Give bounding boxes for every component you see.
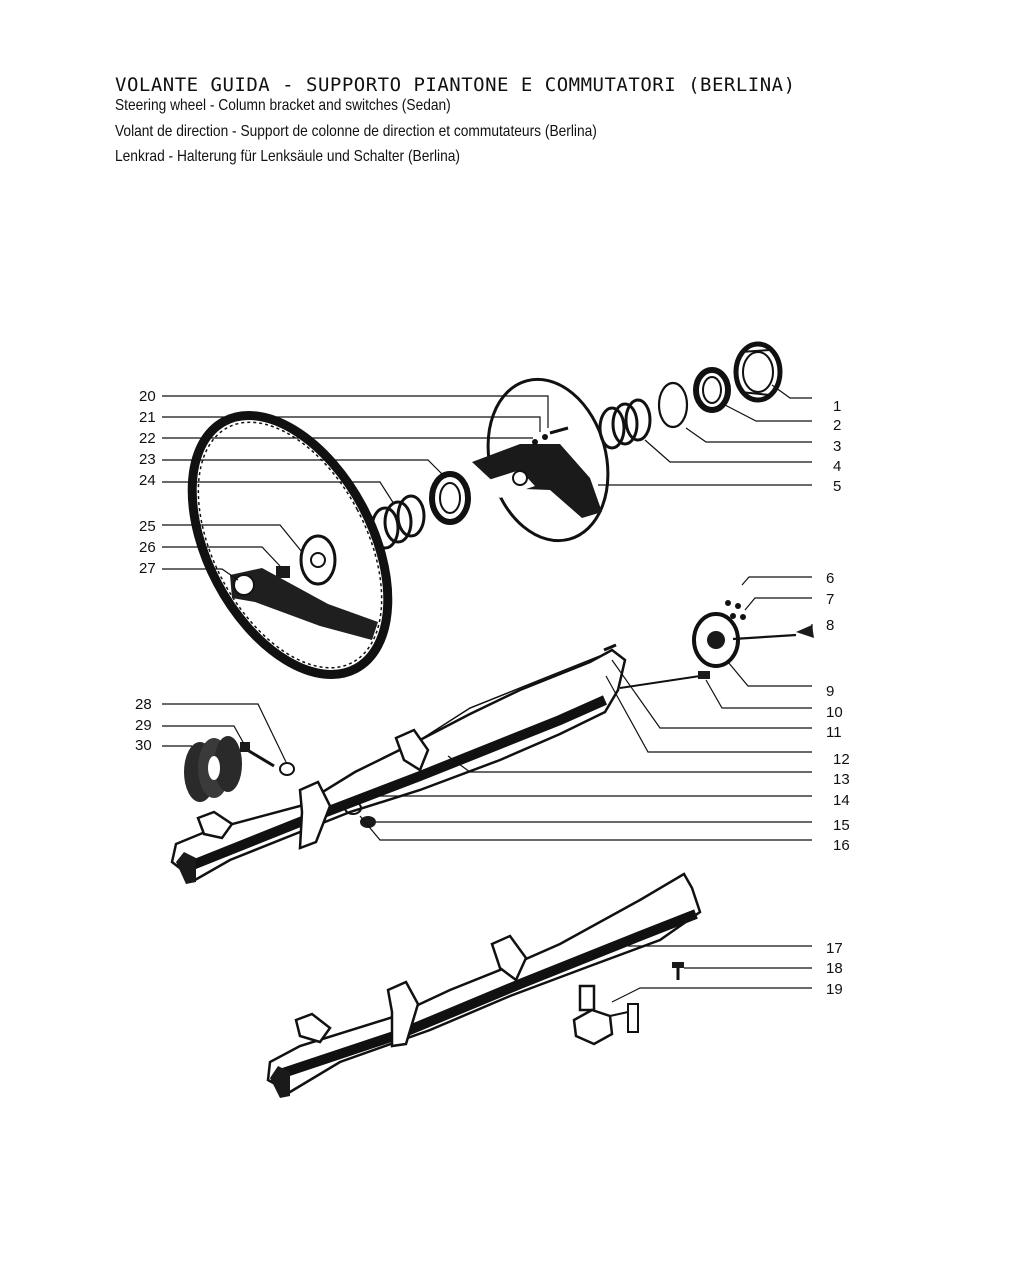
part-5-steering-wheel-upper xyxy=(471,366,625,554)
title-french: Volant de direction - Support de colonne de direction et commutateurs (Berlina) xyxy=(115,123,597,140)
part-4-spring xyxy=(600,400,650,448)
callout-28: 28 xyxy=(135,696,152,713)
callout-21: 21 xyxy=(139,409,156,426)
title-german: Lenkrad - Halterung für Lenksäule und Schalter (Berlina) xyxy=(115,148,460,165)
callout-14: 14 xyxy=(833,792,850,809)
callout-23: 23 xyxy=(139,451,156,468)
part-2-contact-ring xyxy=(696,370,728,410)
part-3-spring-ring xyxy=(659,383,687,427)
callout-26: 26 xyxy=(139,539,156,556)
part-1-horn-ring xyxy=(736,344,780,400)
callout-6: 6 xyxy=(826,570,835,587)
part-25-plate xyxy=(301,536,335,584)
part-29-bolt xyxy=(240,742,274,766)
callout-16: 16 xyxy=(833,837,850,854)
callout-20: 20 xyxy=(139,388,156,405)
part-28-washer xyxy=(280,763,294,775)
callout-12: 12 xyxy=(833,751,850,768)
callout-30: 30 xyxy=(135,737,152,754)
part-8-lever-knob xyxy=(796,625,814,638)
callout-11: 11 xyxy=(826,724,842,741)
callout-25: 25 xyxy=(139,518,156,535)
part-9-turn-signal-switch xyxy=(694,614,796,666)
callout-5: 5 xyxy=(833,478,842,495)
callout-10: 10 xyxy=(826,704,843,721)
callout-19: 19 xyxy=(826,981,843,998)
part-30-rubber-boot xyxy=(184,736,242,802)
callout-24: 24 xyxy=(139,472,156,489)
callout-3: 3 xyxy=(833,438,842,455)
part-19-ignition-lock xyxy=(574,986,638,1044)
part-27-steering-wheel xyxy=(152,383,428,707)
callout-17: 17 xyxy=(826,940,843,957)
callout-18: 18 xyxy=(826,960,843,977)
callout-2: 2 xyxy=(833,417,842,434)
callout-8: 8 xyxy=(826,617,835,634)
part-18-screw xyxy=(672,962,684,980)
title-italian: VOLANTE GUIDA - SUPPORTO PIANTONE E COMMUTATORI (BERLINA) xyxy=(115,74,796,96)
title-english: Steering wheel - Column bracket and switches (Sedan) xyxy=(115,97,451,114)
callout-15: 15 xyxy=(833,817,850,834)
callout-27: 27 xyxy=(139,560,156,577)
leader-lines xyxy=(162,385,812,1002)
callout-13: 13 xyxy=(833,771,850,788)
part-20-21-22-small-bolts xyxy=(532,428,568,445)
part-23-contact-bush xyxy=(432,474,468,522)
callout-1: 1 xyxy=(833,398,842,415)
callout-7: 7 xyxy=(826,591,835,608)
part-26-nut xyxy=(276,566,290,578)
callout-9: 9 xyxy=(826,683,835,700)
part-10-light-switch xyxy=(620,671,710,688)
part-17-column-bracket-lower xyxy=(268,874,700,1098)
callout-29: 29 xyxy=(135,717,152,734)
callout-4: 4 xyxy=(833,458,842,475)
callout-22: 22 xyxy=(139,430,156,447)
